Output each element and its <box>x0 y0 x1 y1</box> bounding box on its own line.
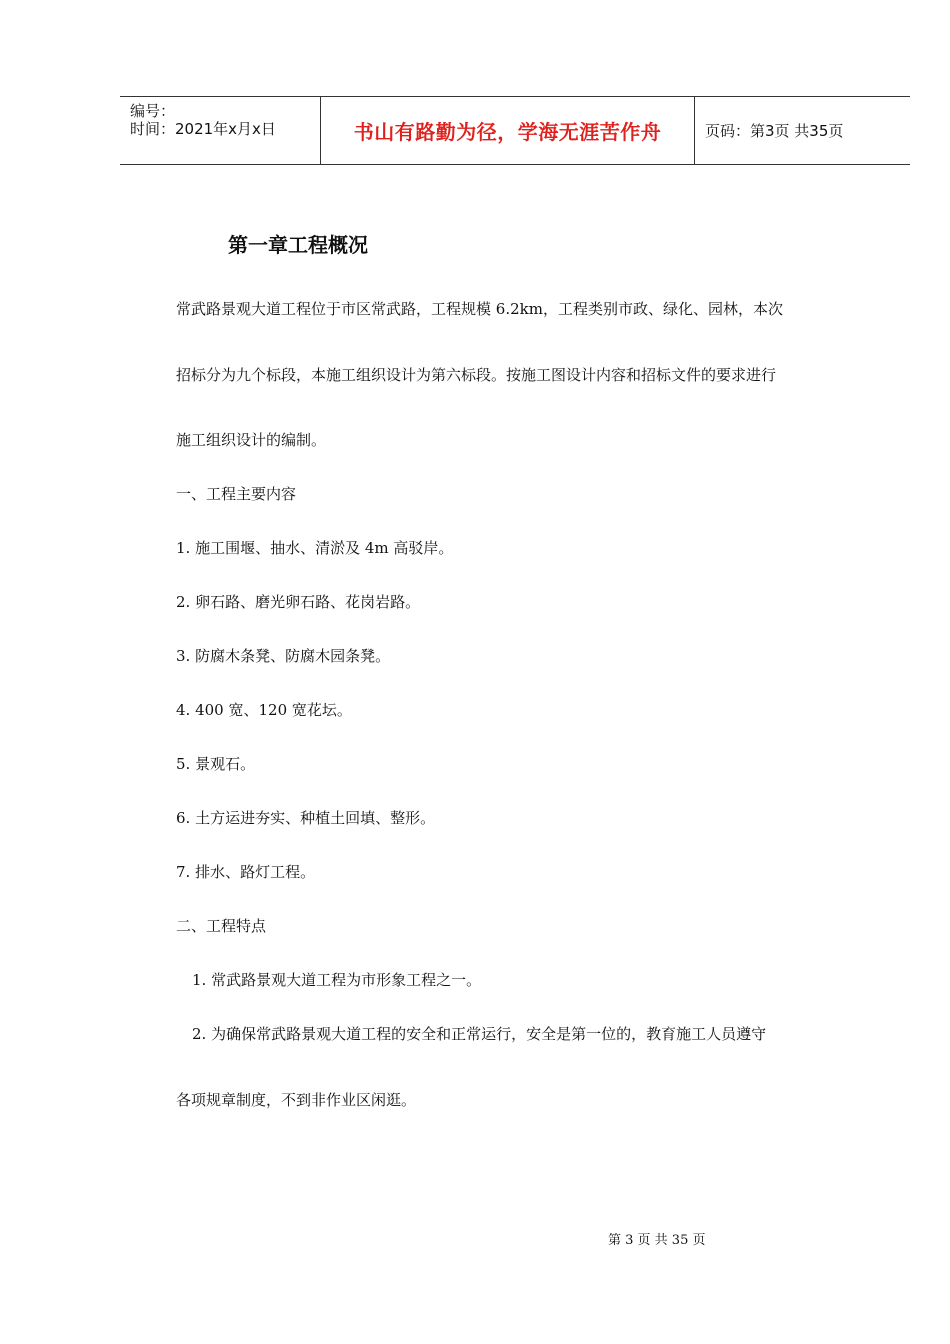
header-motto: 书山有路勤为径，学海无涯苦作舟 <box>353 120 662 144</box>
section-1-item: 5. 景观石。 <box>176 755 256 773</box>
header-left-cell <box>120 97 321 164</box>
section-1-item: 2. 卵石路、磨光卵石路、花岗岩路。 <box>176 593 421 611</box>
chapter-title: 第一章工程概况 <box>228 233 368 257</box>
header-right-cell <box>695 97 910 164</box>
section-2-heading: 二、工程特点 <box>176 917 267 935</box>
intro-line-1: 常武路景观大道工程位于市区常武路，工程规模 6.2km，工程类别市政、绿化、园林，本次 <box>176 300 783 318</box>
page-footer: 第 3 页 共 35 页 <box>608 1233 706 1248</box>
section-1-item: 1. 施工围堰、抽水、清淤及 4m 高驳岸。 <box>176 539 454 557</box>
section-2-item-2-line-2: 各项规章制度，不到非作业区闲逛。 <box>176 1091 417 1109</box>
section-2-item-2-line-1: 2. 为确保常武路景观大道工程的安全和正常运行，安全是第一位的，教育施工人员遵守 <box>192 1025 767 1043</box>
serial-number-label: 编号： <box>130 102 176 120</box>
section-1-item: 6. 土方运进夯实、种植土回填、整形。 <box>176 809 436 827</box>
section-1-item: 3. 防腐木条凳、防腐木园条凳。 <box>176 647 391 665</box>
section-1-heading: 一、工程主要内容 <box>176 485 297 503</box>
intro-line-2: 招标分为九个标段，本施工组织设计为第六标段。按施工图设计内容和招标文件的要求进行 <box>176 366 777 384</box>
section-1-item: 4. 400 宽、120 宽花坛。 <box>176 701 352 719</box>
document-header <box>120 96 910 165</box>
section-1-item: 7. 排水、路灯工程。 <box>176 863 316 881</box>
header-middle-cell <box>321 97 695 164</box>
intro-line-3: 施工组织设计的编制。 <box>176 431 327 449</box>
header-page-info: 页码：第3页 共35页 <box>705 122 844 140</box>
date-label: 时间：2021年x月x日 <box>130 120 276 138</box>
section-2-item-1: 1. 常武路景观大道工程为市形象工程之一。 <box>192 971 482 989</box>
